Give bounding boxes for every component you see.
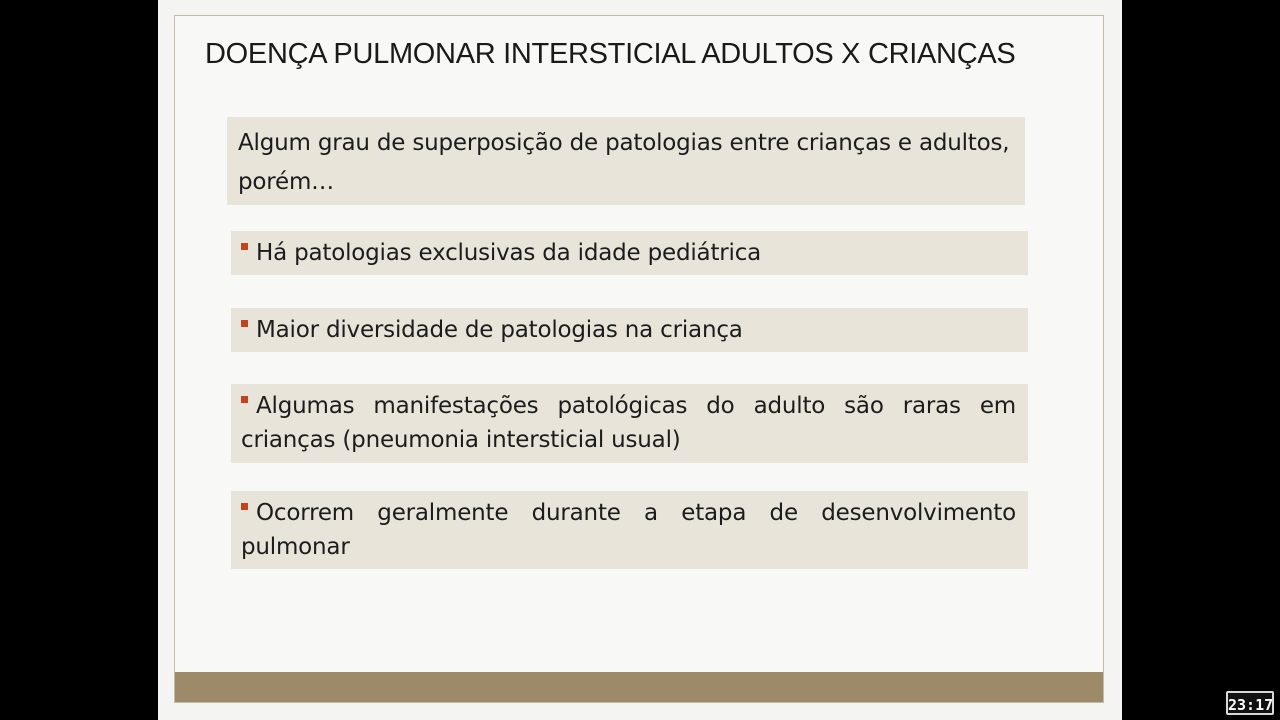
bullet-item [231,231,1028,275]
bullet-text: Há patologias exclusivas da idade pediátrica [256,240,762,266]
square-bullet-icon [241,503,248,510]
square-bullet-icon [241,243,248,250]
bullet-text: Algumas manifestações patológicas do adulto são raras em crianças (pneumonia intersticial usual) [241,393,1016,453]
bullet-item [231,491,1028,569]
slide-frame [174,15,1104,703]
intro-text: Algum grau de superposição de patologias entre crianças e adultos, porém… [238,130,1010,195]
bullet-text: Maior diversidade de patologias na criança [256,317,743,343]
square-bullet-icon [241,396,248,403]
bullet-text: Ocorrem geralmente durante a etapa de desenvolvimento pulmonar [241,500,1016,560]
square-bullet-icon [241,320,248,327]
slide-title: DOENÇA PULMONAR INTERSTICIAL ADULTOS X CRIANÇAS [205,38,1016,70]
bullet-item [231,308,1028,352]
bullet-item [231,384,1028,463]
slide-page [158,0,1122,720]
slide-footer-band [175,672,1103,702]
intro-text-box [227,117,1025,205]
clock-display: 23:17 [1226,691,1274,715]
